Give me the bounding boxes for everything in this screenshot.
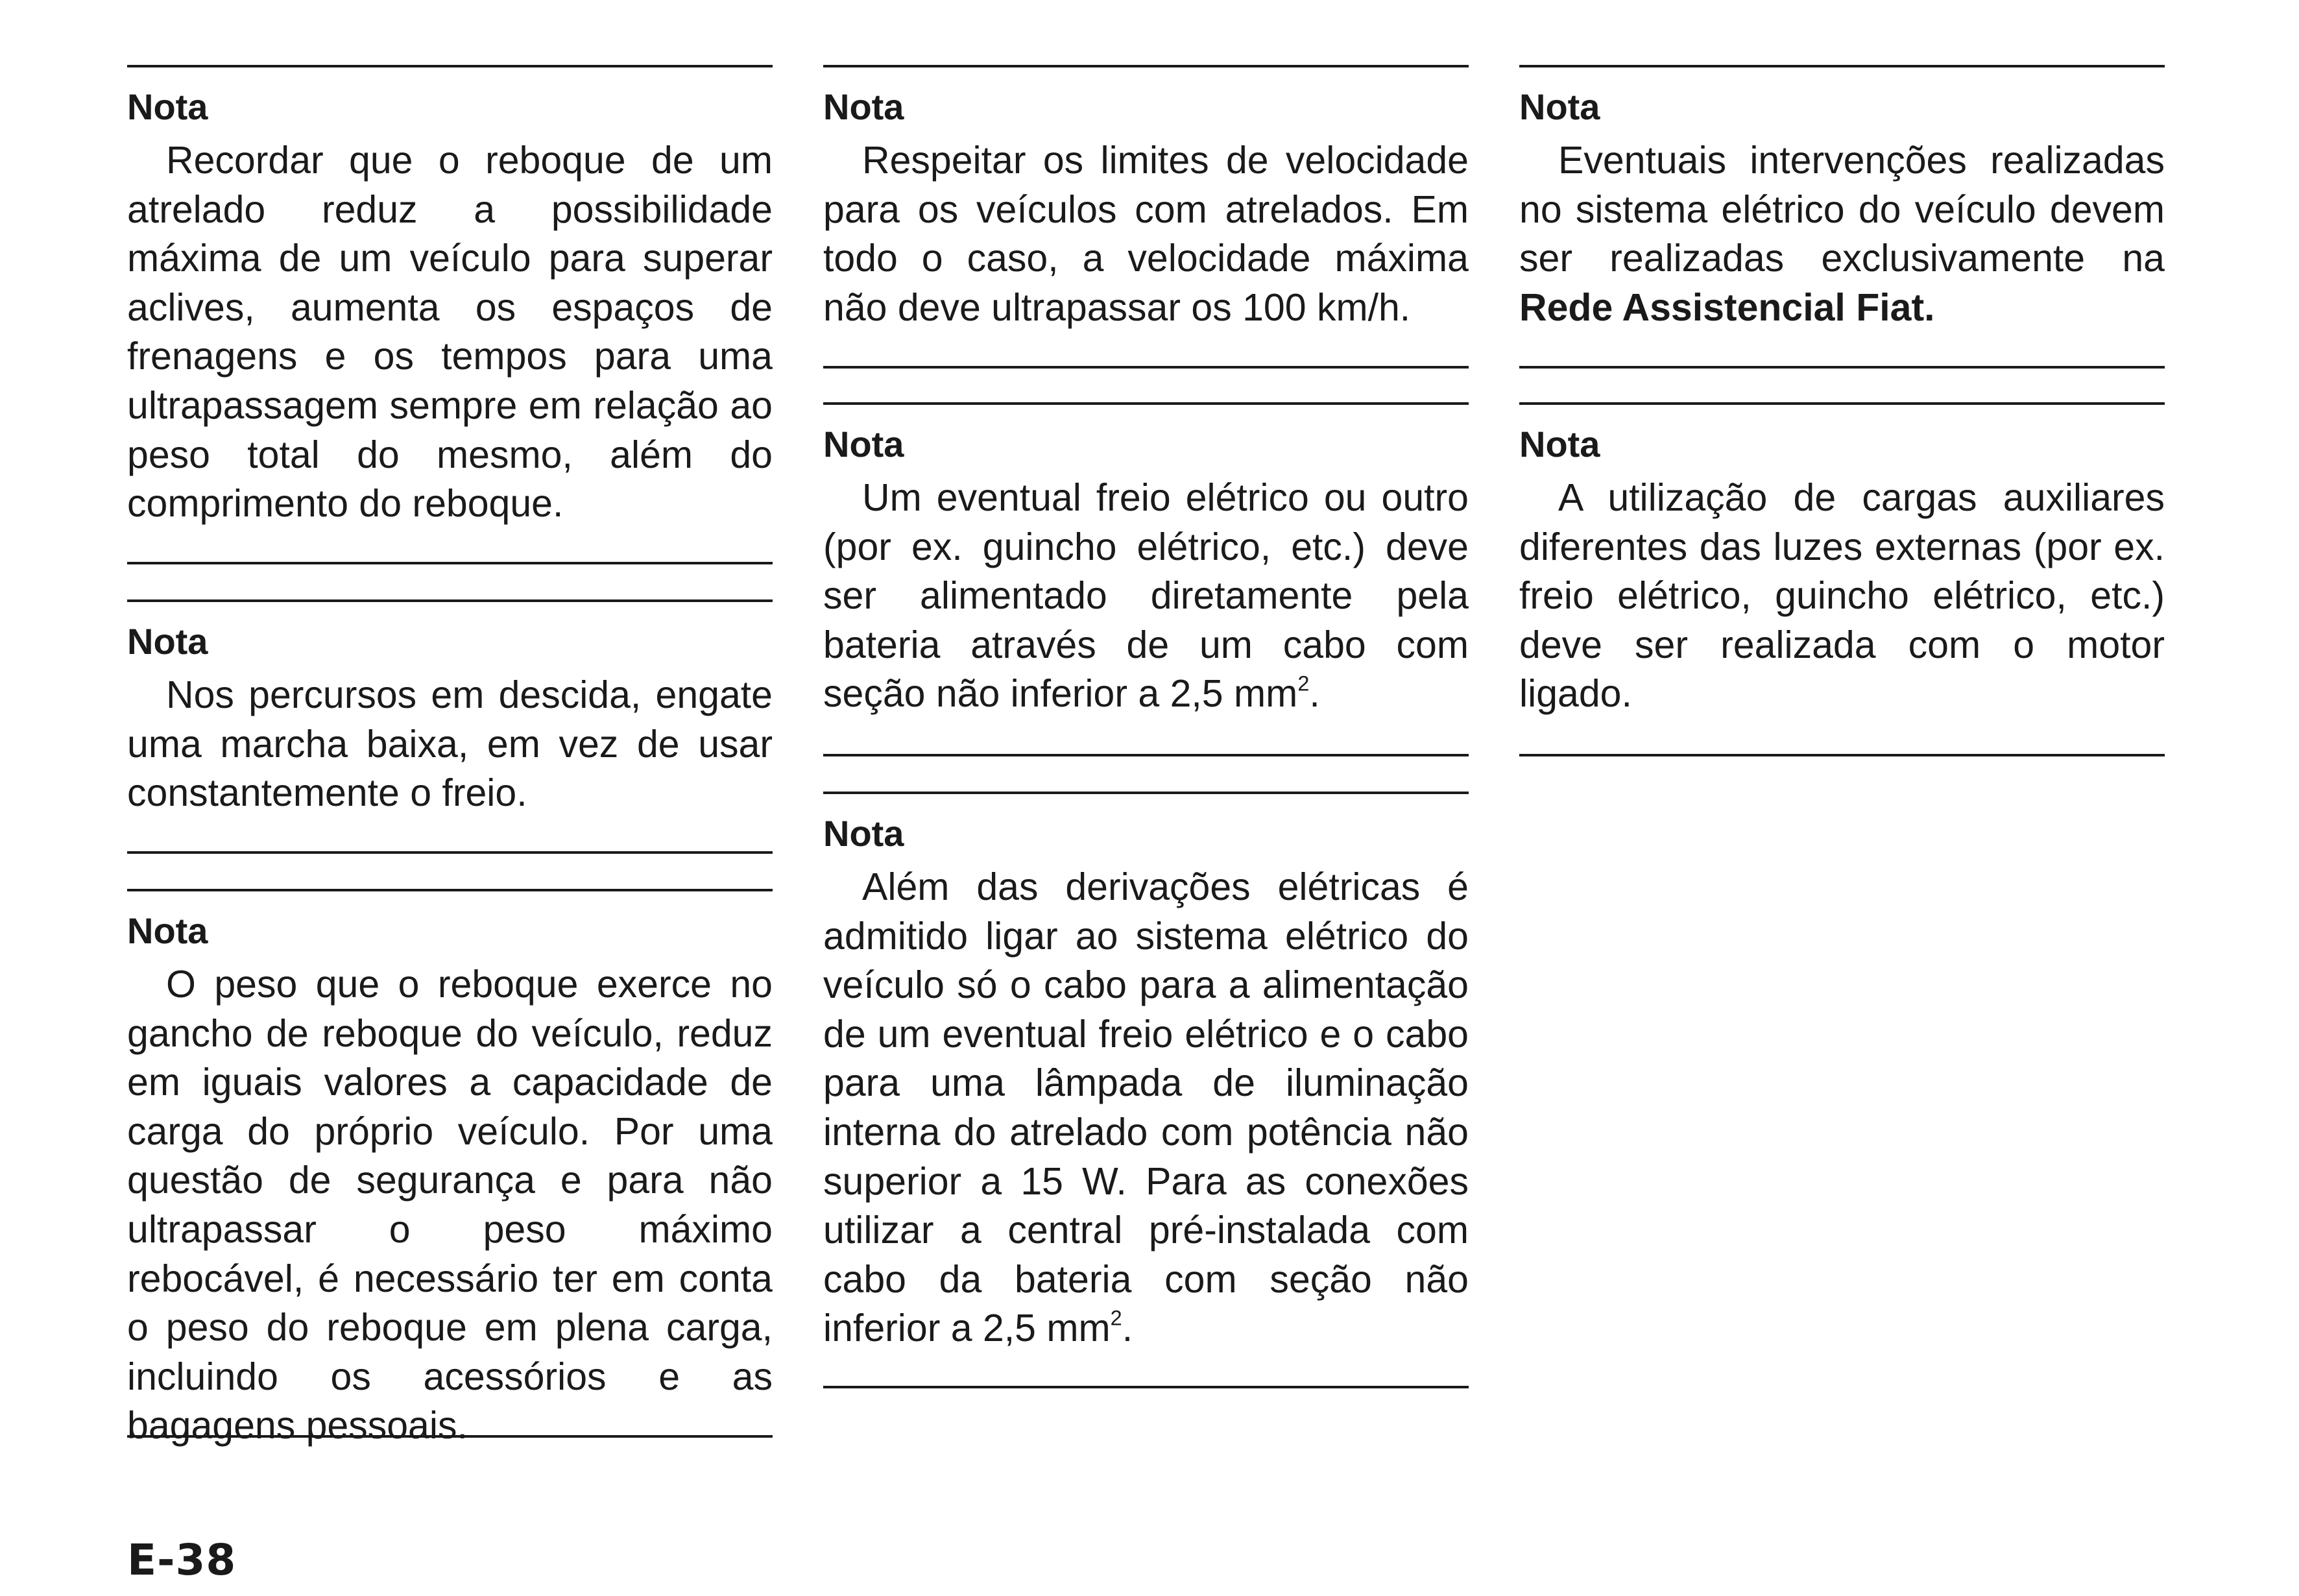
note-body-tail: . bbox=[1122, 1307, 1133, 1350]
note-title: Nota bbox=[1519, 424, 1600, 465]
note-box bbox=[823, 792, 1469, 1388]
note-title: Nota bbox=[127, 910, 208, 951]
note-body-text: Além das derivações elétricas é admitido ligar ao sistema elétrico do veículo só o cabo para a alimentação de um eventual freio elétrico e o cabo para uma lâmpada de iluminação interna do atrelado com potência não superior a 15 W. Para as conexões utilizar a central pré-instalada com cabo da bateria com seção não inferior a 2,5 mm bbox=[823, 865, 1469, 1350]
note-box bbox=[823, 402, 1469, 756]
page-number: E-38 bbox=[127, 1535, 237, 1585]
note-body bbox=[1519, 136, 2165, 332]
note-box bbox=[823, 65, 1469, 369]
note-title: Nota bbox=[127, 621, 208, 662]
note-box bbox=[1519, 65, 2165, 369]
note-body: Recordar que o reboque de um atrelado reduz a possibilidade máxima de um veículo para superar aclives, aumenta os espaços de frenagens e os tempos para uma ultrapassagem sempre em relação ao peso total do mesmo, além do comprimento do reboque. bbox=[127, 139, 773, 526]
note-title: Nota bbox=[823, 813, 904, 854]
note-title: Nota bbox=[823, 424, 904, 465]
note-body: A utilização de cargas auxiliares diferentes das luzes externas (por ex. freio elétrico, guincho elétrico, etc.) deve ser realizada com o motor ligado. bbox=[1519, 476, 2165, 716]
superscript: 2 bbox=[1297, 672, 1310, 696]
note-box bbox=[127, 889, 773, 1447]
note-title: Nota bbox=[127, 86, 208, 127]
note-title: Nota bbox=[823, 86, 904, 127]
note-body bbox=[823, 863, 1469, 1353]
note-box bbox=[127, 65, 773, 564]
note-body-bold: Rede Assistencial Fiat. bbox=[1519, 285, 1935, 329]
note-body: Nos percursos em descida, engate uma marcha baixa, em vez de usar constantemente o freio. bbox=[127, 673, 773, 815]
note-body: Respeitar os limites de velocidade para os veículos com atrelados. Em todo o caso, a velocidade máxima não deve ultrapassar os 100 km/h. bbox=[823, 139, 1469, 329]
note-body-text: Eventuais intervenções realizadas no sistema elétrico do veículo devem ser realizadas exclusivamente na bbox=[1519, 139, 2165, 280]
note-body: O peso que o reboque exerce no gancho de reboque do veículo, reduz em iguais valores a capacidade de carga do próprio veículo. Por uma questão de segurança e para não ultrapassar o peso máximo rebocável, é necessário ter em conta o peso do reboque em plena carga, incluindo os acessórios e as bagagens pessoais. bbox=[127, 963, 773, 1447]
superscript: 2 bbox=[1110, 1307, 1122, 1331]
note-body bbox=[823, 474, 1469, 719]
note-box bbox=[127, 599, 773, 854]
note-body-text: Um eventual freio elétrico ou outro (por ex. guincho elétrico, etc.) deve ser alimentado diretamente pela bateria através de um cabo com seção não inferior a 2,5 mm bbox=[823, 476, 1469, 716]
note-box bbox=[1519, 402, 2165, 756]
note-body-tail: . bbox=[1309, 672, 1320, 716]
note-title: Nota bbox=[1519, 86, 1600, 127]
